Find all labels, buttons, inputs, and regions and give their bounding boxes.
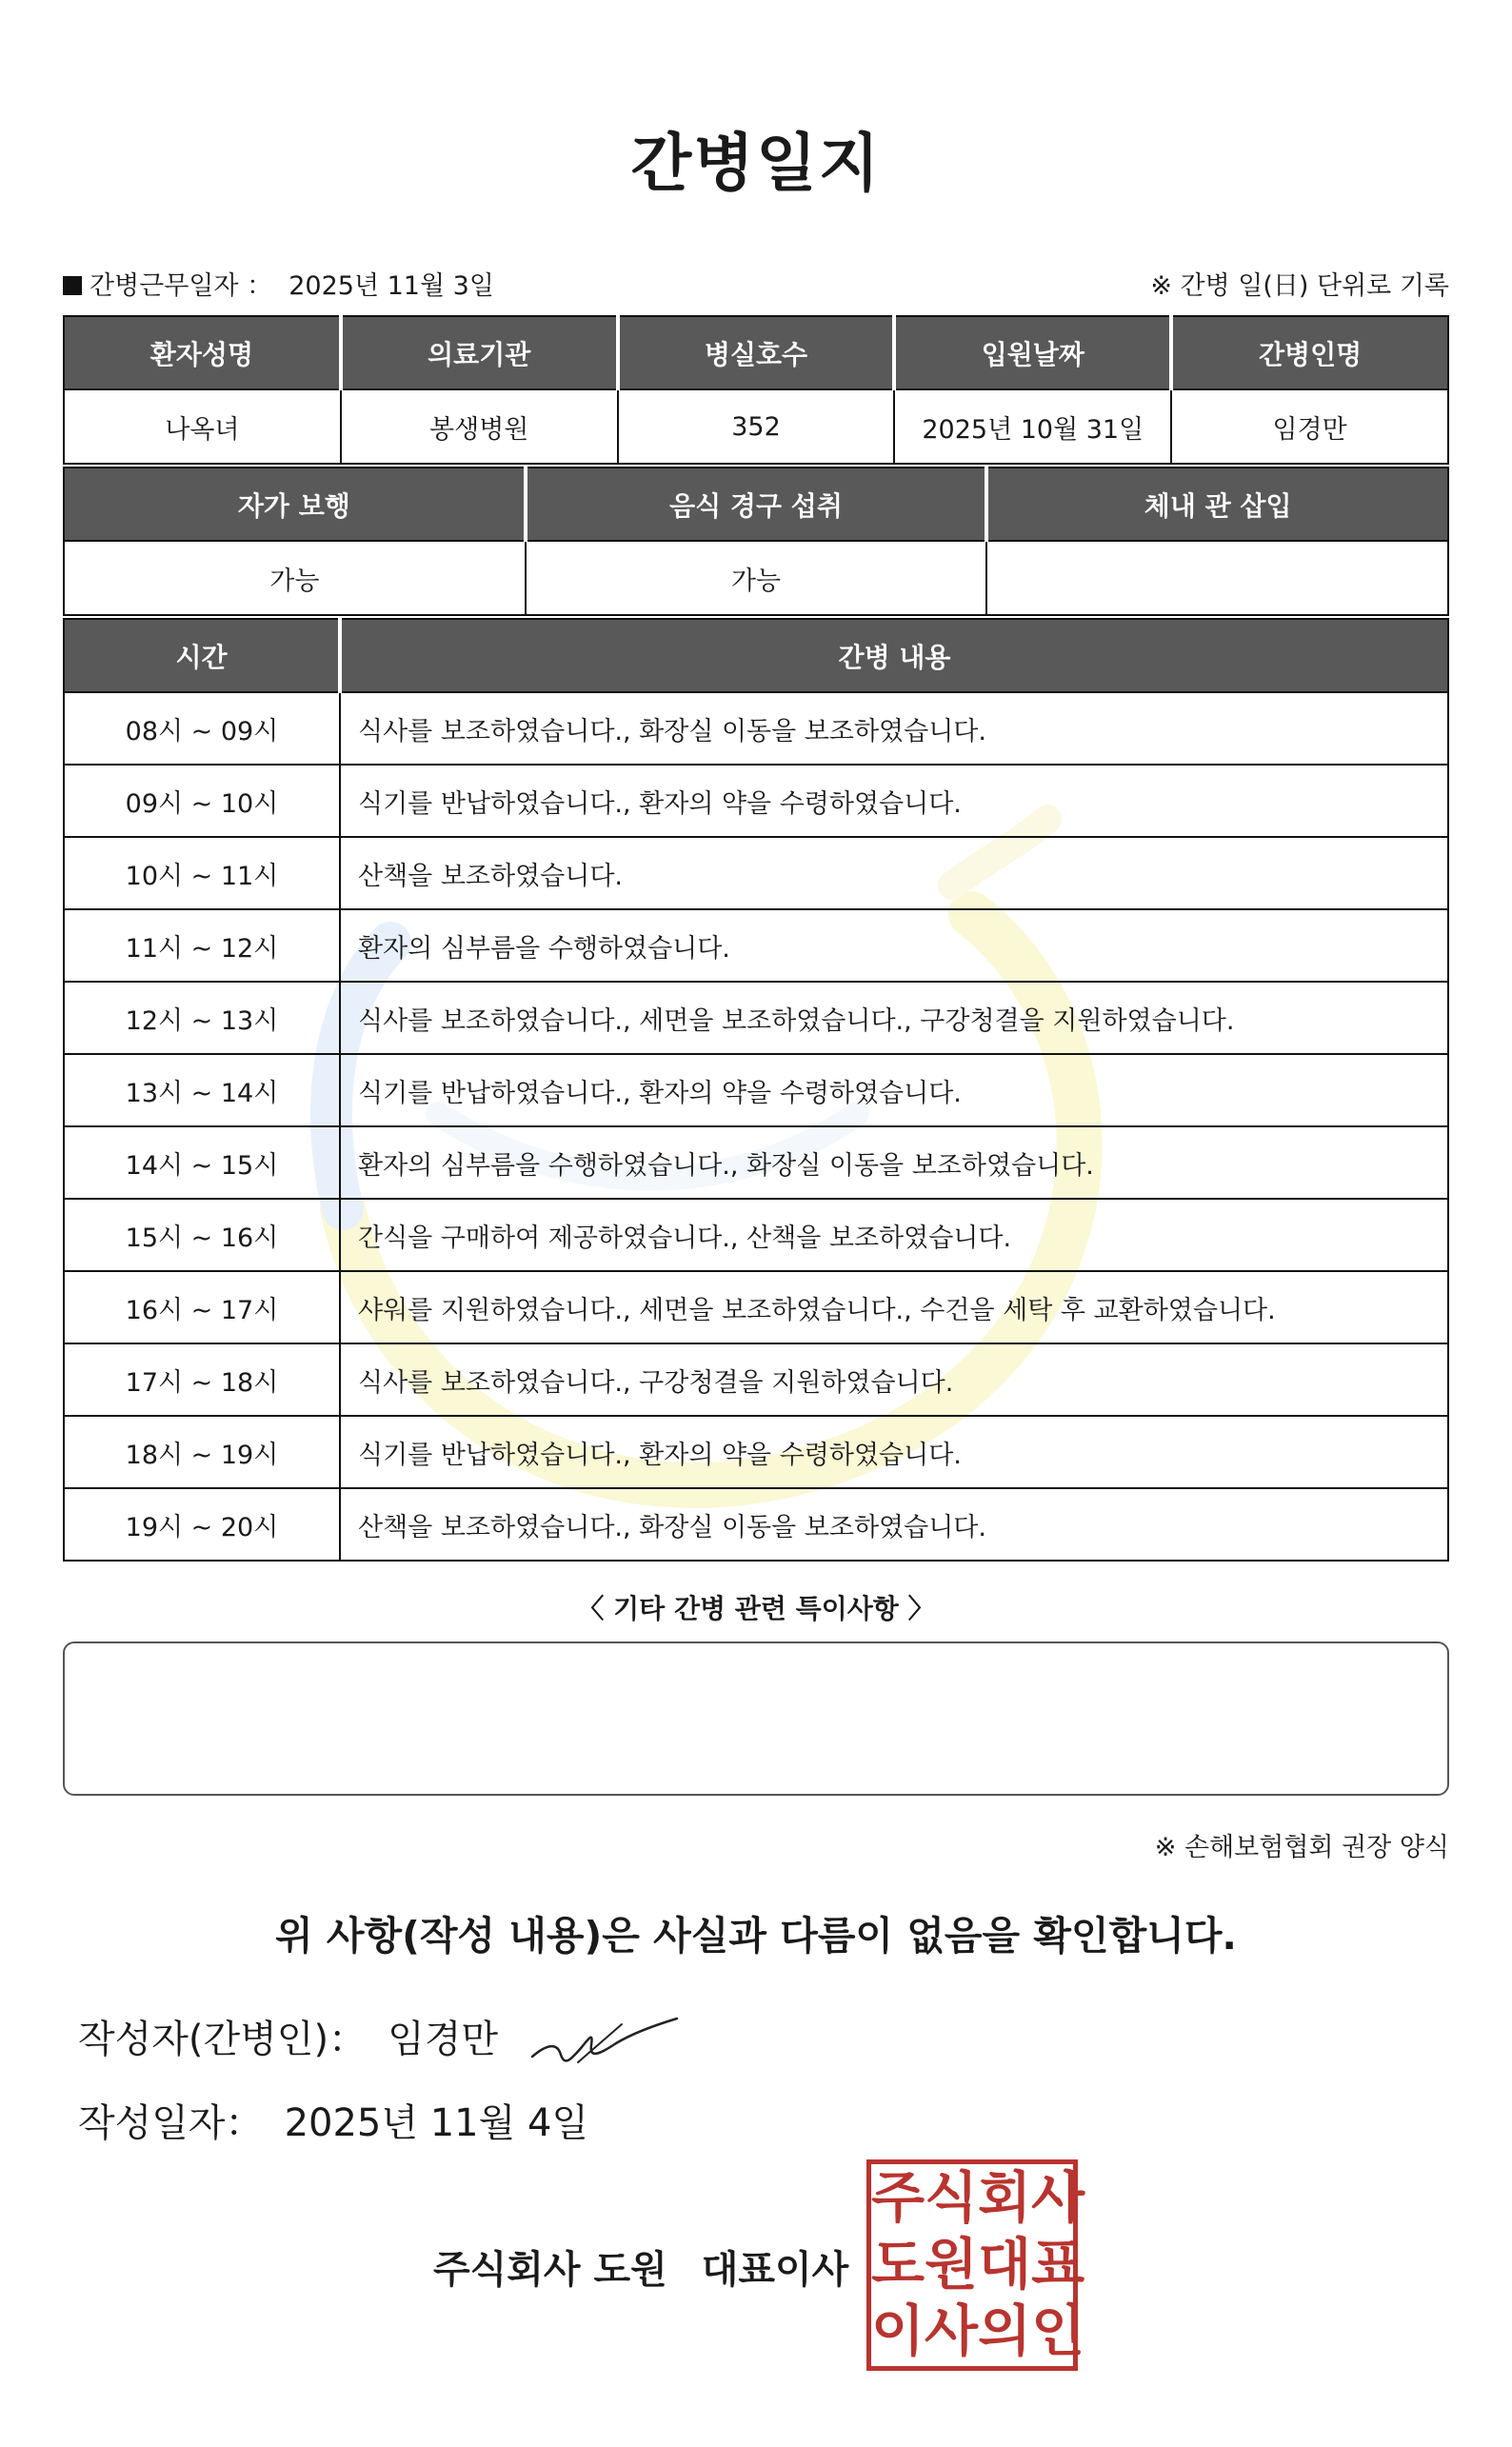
schedule-time: 12시 ~ 13시 [64,982,340,1054]
ability-table-values [64,541,1448,615]
schedule-row [64,692,1448,765]
schedule-row [64,1488,1448,1561]
header-content: 간병 내용 [340,619,1448,692]
stamp-char: 주 [871,2165,925,2230]
notes-box [63,1641,1449,1796]
admission-date: 2025년 10월 31일 [894,389,1171,464]
written-date-line [78,2093,588,2147]
schedule-content: 환자의 심부름을 수행하였습니다., 화장실 이동을 보조하였습니다. [340,1126,1448,1199]
writer-name: 임경만 [388,2018,498,2061]
schedule-content: 산책을 보조하였습니다., 화장실 이동을 보조하였습니다. [340,1488,1448,1561]
header-institution: 의료기관 [341,316,618,389]
stamp-char: 사 [1031,2165,1085,2230]
walking-value: 가능 [64,541,526,615]
schedule-row [64,1054,1448,1126]
patient-table-values [64,389,1448,464]
stamp-char: 인 [1031,2298,1085,2363]
square-bullet-icon [63,276,82,295]
schedule-content: 간식을 구매하여 제공하였습니다., 산책을 보조하였습니다. [340,1199,1448,1271]
page-title: 간병일지 [630,127,882,200]
header-time: 시간 [64,619,340,692]
stamp-char: 도 [871,2232,925,2297]
schedule-content: 산책을 보조하였습니다. [340,837,1448,909]
header-caregiver: 간병인명 [1171,316,1448,389]
schedule-time: 09시 ~ 10시 [64,765,340,837]
schedule-content: 식기를 반납하였습니다., 환자의 약을 수령하였습니다. [340,1416,1448,1488]
schedule-table [63,618,1449,1562]
schedule-content: 환자의 심부름을 수행하였습니다. [340,909,1448,982]
stamp-char: 의 [978,2298,1032,2363]
stamp-row [871,2298,1085,2364]
schedule-time: 15시 ~ 16시 [64,1199,340,1271]
work-date [63,265,494,302]
header-tube: 체내 관 삽입 [986,468,1448,541]
representative-title: 대표이사 [701,2248,849,2292]
tube-value [986,541,1448,615]
schedule-time: 08시 ~ 09시 [64,692,340,765]
stamp-char: 표 [1031,2232,1085,2297]
written-date-label: 작성일자： [78,2101,264,2145]
stamp-char: 식 [925,2165,979,2230]
stamp-char: 원 [925,2232,979,2297]
schedule-row [64,982,1448,1054]
schedule-row [64,837,1448,909]
header-room: 병실호수 [618,316,895,389]
company-name: 주식회사 도원 [433,2248,667,2292]
written-date-value: 2025년 11월 4일 [284,2101,589,2145]
stamp-char: 대 [978,2232,1032,2297]
header-patient-name: 환자성명 [64,316,341,389]
company-line [433,2239,848,2294]
company-seal-stamp [866,2159,1085,2371]
oral-intake-value: 가능 [526,541,987,615]
schedule-time: 17시 ~ 18시 [64,1343,340,1416]
schedule-content: 식사를 보조하였습니다., 구강청결을 지원하였습니다. [340,1343,1448,1416]
schedule-row [64,765,1448,837]
header-oral-intake: 음식 경구 섭취 [526,468,987,541]
stamp-char: 사 [925,2298,979,2363]
association-note: ※ 손해보험협회 권장 양식 [1154,1833,1449,1862]
schedule-row [64,1343,1448,1416]
caregiver-name: 임경만 [1171,389,1448,464]
schedule-content: 식사를 보조하였습니다., 세면을 보조하였습니다., 구강청결을 지원하였습니다. [340,982,1448,1054]
schedule-table-header [64,619,1448,692]
schedule-row [64,1416,1448,1488]
notes-title: 〈 기타 간병 관련 특이사항 〉 [577,1593,935,1624]
signature [528,2017,681,2074]
patient-name: 나옥녀 [64,389,341,464]
unit-note: ※ 간병 일(日) 단위로 기록 [1150,271,1449,301]
patient-table-header [64,316,1448,389]
stamp-row [871,2231,1085,2298]
schedule-content: 식기를 반납하였습니다., 환자의 약을 수령하였습니다. [340,765,1448,837]
ability-table [63,467,1449,616]
schedule-time: 18시 ~ 19시 [64,1416,340,1488]
writer-line [78,2009,498,2063]
stamp-row [871,2164,1085,2231]
schedule-time: 11시 ~ 12시 [64,909,340,982]
schedule-content: 식기를 반납하였습니다., 환자의 약을 수령하였습니다. [340,1054,1448,1126]
room-number: 352 [618,389,895,464]
schedule-time: 13시 ~ 14시 [64,1054,340,1126]
schedule-time: 14시 ~ 15시 [64,1126,340,1199]
header-admission-date: 입원날짜 [894,316,1171,389]
schedule-content: 식사를 보조하였습니다., 화장실 이동을 보조하였습니다. [340,692,1448,765]
work-date-value: 2025년 11월 3일 [288,271,494,301]
schedule-row [64,1199,1448,1271]
work-date-label: 간병근무일자 ： [90,271,273,301]
schedule-row [64,909,1448,982]
stamp-char: 회 [978,2165,1032,2230]
schedule-time: 10시 ~ 11시 [64,837,340,909]
header-walking: 자가 보행 [64,468,526,541]
schedule-rows [64,692,1448,1561]
schedule-row [64,1271,1448,1343]
schedule-row [64,1126,1448,1199]
patient-table [63,315,1449,465]
schedule-content: 샤워를 지원하였습니다., 세면을 보조하였습니다., 수건을 세탁 후 교환하였습니다. [340,1271,1448,1343]
schedule-time: 19시 ~ 20시 [64,1488,340,1561]
confirmation-statement: 위 사항(작성 내용)은 사실과 다름이 없음을 확인합니다. [274,1913,1238,1959]
stamp-char: 이 [871,2298,925,2363]
writer-label: 작성자(간병인)： [78,2018,368,2061]
schedule-time: 16시 ~ 17시 [64,1271,340,1343]
meta-row [63,265,1449,299]
institution: 봉생병원 [341,389,618,464]
ability-table-header [64,468,1448,541]
